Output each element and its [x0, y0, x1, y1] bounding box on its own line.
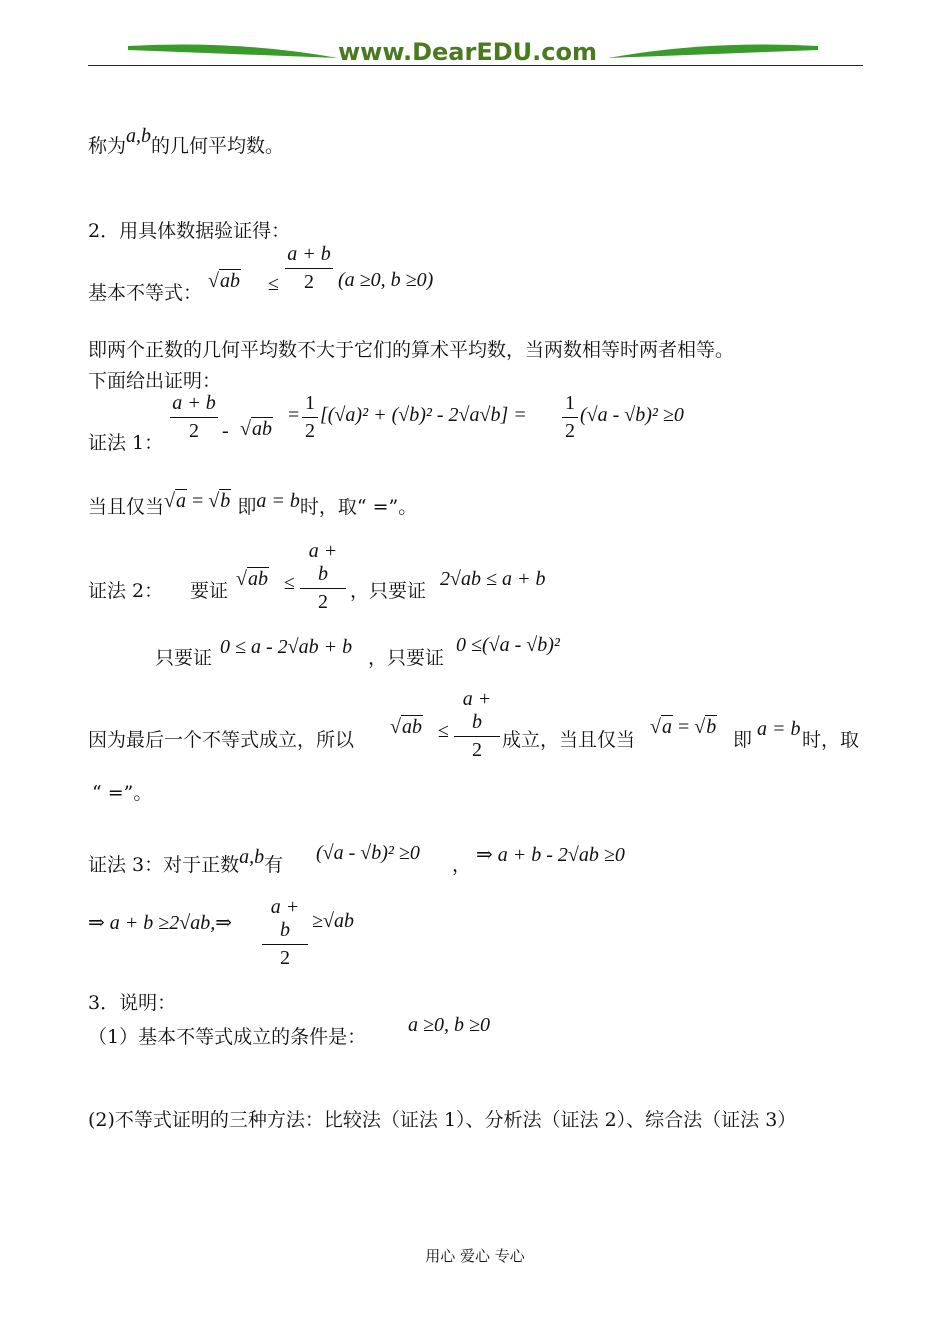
proof-intro: 下面给出证明： [88, 370, 222, 392]
line-geo-mean [88, 125, 285, 158]
because-text: 因为最后一个不等式成立，所以 [88, 729, 355, 751]
fraction-a-plus-b-over-2: a + b 2 [262, 896, 308, 970]
right-swoosh-icon [608, 45, 818, 59]
proof2-r2: 0 ≤ a - 2√ab + b [220, 636, 353, 658]
math-ab: a,b [126, 125, 152, 147]
proof3-r4: ≥√ab [312, 910, 354, 932]
proof1-expansion: [(√a)² + (√b)² - 2√a√b] = [320, 404, 527, 426]
equality-line-1: 当且仅当√a = √b 即a = b时，取“ =”。 [88, 490, 418, 518]
minus-sign: - [222, 420, 229, 442]
proof2-r1: 2√ab ≤ a + b [440, 568, 546, 590]
proof1-tail: (√a - √b)² ≥0 [580, 404, 684, 426]
sqrt-ab: √ab [236, 568, 268, 590]
shi-qu-text: 时，取 [802, 729, 860, 751]
proof3-label: 证法 3：对于正数a,b有 [88, 846, 284, 876]
basic-ineq-label: 基本不等式： [88, 282, 203, 304]
proof3-r3: ⇒ a + b ≥2√ab,⇒ [88, 912, 232, 934]
proof1-label: 证法 1： [88, 432, 164, 454]
eq-sign-quote: “ =”。 [92, 782, 153, 804]
site-logo: www.DearEDU.com [338, 38, 597, 66]
proof3-r2: ⇒ a + b - 2√ab ≥0 [476, 844, 625, 866]
fraction-a-plus-b-over-2: a + b 2 [170, 392, 218, 443]
condition-math: a ≥0, b ≥0 [408, 1014, 490, 1036]
holds-text: 成立，当且仅当 [502, 729, 636, 751]
le-sign: ≤ [268, 273, 279, 295]
section-2-heading: 2．用具体数据验证得： [88, 220, 291, 242]
fraction-a-plus-b-over-2: a + b 2 [454, 688, 500, 762]
proof2-r3: 0 ≤(√a - √b)² [456, 634, 560, 656]
proof2-only2: 只要证 [155, 647, 213, 669]
sqrt-a-eq-sqrt-b: √a = √b [650, 716, 717, 738]
section-3-heading: 3．说明： [88, 992, 177, 1014]
sqrt-ab: √ab [240, 418, 272, 440]
text-seg: 的几何平均数。 [151, 135, 285, 157]
le-sign: ≤ [284, 572, 295, 594]
proof2-only1: ，只要证 [350, 580, 427, 602]
meaning-text: 即两个正数的几何平均数不大于它们的算术平均数，当两数相等时两者相等。 [88, 339, 735, 361]
proof2-only3: ，只要证 [368, 647, 445, 669]
eq-sign: = [288, 404, 300, 426]
ji-text: 即 [733, 729, 753, 751]
le-sign: ≤ [438, 720, 449, 742]
footer-text: 用心 爱心 专心 [425, 1247, 525, 1265]
a-eq-b: a = b [757, 718, 801, 740]
text-seg: 称为 [88, 135, 127, 157]
condition-2: (2)不等式证明的三种方法：比较法（证法 1）、分析法（证法 2）、综合法（证法 3） [88, 1109, 797, 1131]
fraction-half: 1 2 [302, 392, 318, 443]
left-swoosh-icon [128, 45, 338, 59]
sqrt-ab: √ab [208, 270, 240, 292]
proof2-label: 证法 2： [88, 580, 164, 602]
condition: (a ≥0, b ≥0) [338, 269, 434, 291]
fraction-a-plus-b-over-2: a + b 2 [300, 540, 346, 614]
fraction-a-plus-b-over-2: a + b 2 [285, 243, 333, 294]
comma: ， [452, 854, 472, 876]
proof3-r1: (√a - √b)² ≥0 [316, 842, 420, 864]
header-rule [88, 65, 863, 66]
fraction-half: 1 2 [562, 392, 578, 443]
proof2-req: 要证 [190, 580, 229, 602]
condition-1: （1）基本不等式成立的条件是： [88, 1026, 367, 1048]
sqrt-ab: √ab [390, 716, 422, 738]
